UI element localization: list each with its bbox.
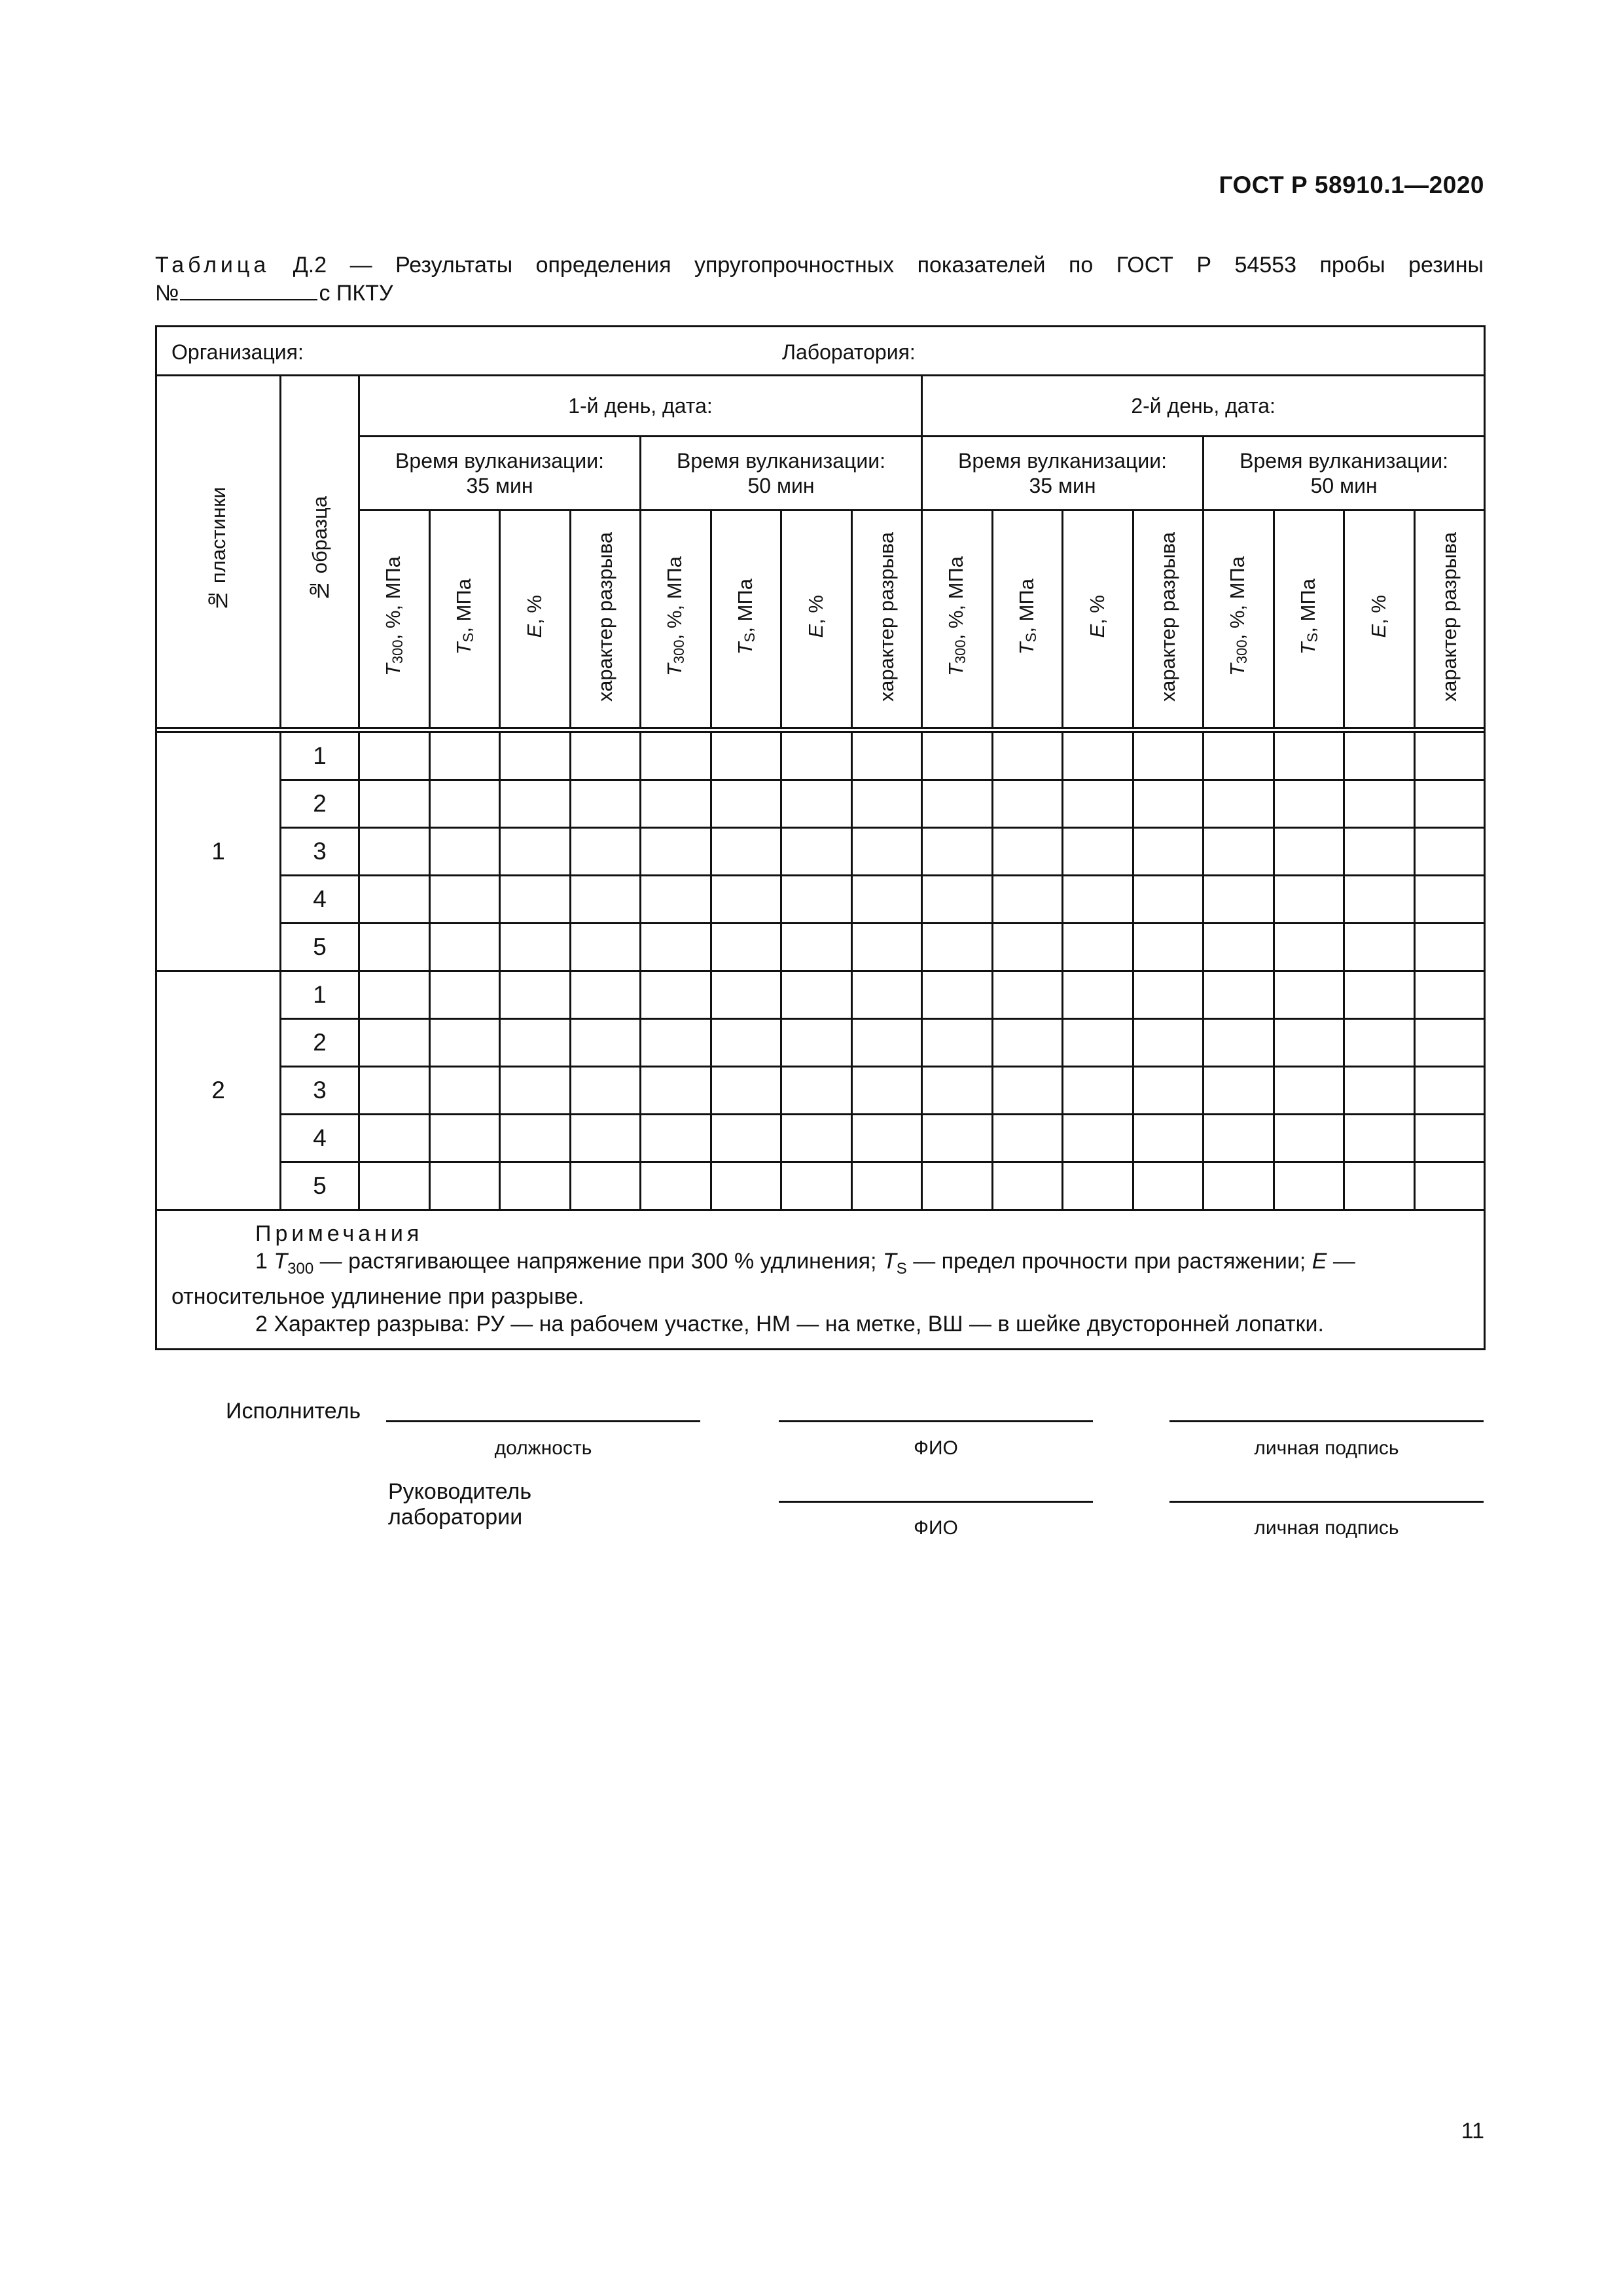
value-cell[interactable] — [359, 828, 430, 876]
value-cell[interactable] — [1414, 1162, 1485, 1210]
param-header-e: E, % — [781, 511, 852, 728]
param-header-e: E, % — [1344, 511, 1415, 728]
value-cell[interactable] — [1204, 1115, 1274, 1162]
value-cell[interactable] — [570, 1067, 641, 1115]
value-cell[interactable] — [711, 876, 781, 924]
value-cell[interactable] — [851, 780, 922, 828]
value-cell[interactable] — [359, 780, 430, 828]
value-cell[interactable] — [781, 876, 852, 924]
value-cell[interactable] — [922, 1067, 993, 1115]
value-cell[interactable] — [1274, 780, 1344, 828]
sample-number-cell: 2 — [281, 1019, 359, 1067]
value-cell[interactable] — [711, 732, 781, 780]
value-cell[interactable] — [922, 828, 993, 876]
sample-number-cell: 4 — [281, 876, 359, 924]
value-cell[interactable] — [1414, 732, 1485, 780]
table-row — [156, 876, 1485, 924]
value-cell[interactable] — [781, 1067, 852, 1115]
value-cell[interactable] — [429, 732, 500, 780]
value-cell[interactable] — [1344, 1115, 1415, 1162]
org-cell — [156, 327, 1485, 376]
value-cell[interactable] — [1133, 780, 1204, 828]
value-cell[interactable] — [641, 924, 711, 971]
value-cell[interactable] — [641, 828, 711, 876]
value-cell[interactable] — [1204, 828, 1274, 876]
table-row — [156, 732, 1485, 780]
value-cell[interactable] — [641, 971, 711, 1019]
value-cell[interactable] — [1344, 732, 1415, 780]
value-cell[interactable] — [992, 971, 1063, 1019]
value-cell[interactable] — [781, 828, 852, 876]
value-cell[interactable] — [359, 732, 430, 780]
value-cell[interactable] — [711, 1067, 781, 1115]
sample-number-cell: 1 — [281, 732, 359, 780]
value-cell[interactable] — [1204, 924, 1274, 971]
value-cell[interactable] — [429, 1019, 500, 1067]
param-header-rupture: характер разрыва — [570, 511, 641, 728]
table-row — [156, 971, 1485, 1019]
value-cell[interactable] — [1344, 971, 1415, 1019]
value-cell[interactable] — [781, 1115, 852, 1162]
value-cell[interactable] — [922, 971, 993, 1019]
param-header-ts: $T_S$, МПа — [992, 511, 1063, 728]
value-cell[interactable] — [922, 732, 993, 780]
value-cell[interactable] — [359, 924, 430, 971]
value-cell[interactable] — [1063, 1067, 1133, 1115]
value-cell[interactable] — [1063, 1019, 1133, 1067]
value-cell[interactable] — [1204, 876, 1274, 924]
value-cell[interactable] — [1063, 828, 1133, 876]
note-1-continued: относительное удлинение при разрыве. — [171, 1283, 584, 1309]
value-cell[interactable] — [922, 924, 993, 971]
value-cell[interactable] — [1274, 924, 1344, 971]
head-signature-caption: личная подпись — [1254, 1517, 1399, 1539]
data-body — [156, 732, 1485, 1210]
value-cell[interactable] — [570, 1019, 641, 1067]
value-cell[interactable] — [570, 876, 641, 924]
value-cell[interactable] — [1274, 876, 1344, 924]
value-cell[interactable] — [992, 732, 1063, 780]
value-cell[interactable] — [711, 1019, 781, 1067]
value-cell[interactable] — [1274, 1115, 1344, 1162]
value-cell[interactable] — [641, 780, 711, 828]
value-cell[interactable] — [781, 924, 852, 971]
value-cell[interactable] — [1414, 828, 1485, 876]
value-cell[interactable] — [359, 1162, 430, 1210]
day-1-header: 1-й день, дата: — [359, 376, 922, 437]
value-cell[interactable] — [359, 1019, 430, 1067]
value-cell[interactable] — [641, 1067, 711, 1115]
value-cell[interactable] — [1063, 924, 1133, 971]
value-cell[interactable] — [922, 780, 993, 828]
executor-label: Исполнитель — [226, 1399, 361, 1424]
value-cell[interactable] — [500, 780, 571, 828]
org-row — [156, 327, 1485, 376]
value-cell[interactable] — [992, 1115, 1063, 1162]
value-cell[interactable] — [781, 1019, 852, 1067]
param-header-e: E, % — [500, 511, 571, 728]
value-cell[interactable] — [1414, 924, 1485, 971]
value-cell[interactable] — [992, 1019, 1063, 1067]
value-cell[interactable] — [500, 1115, 571, 1162]
param-header-t300: $T_{300}$, %, МПа — [641, 511, 711, 728]
value-cell[interactable] — [500, 1067, 571, 1115]
value-cell[interactable] — [992, 1067, 1063, 1115]
head-signature-line[interactable] — [1169, 1501, 1484, 1503]
table-row — [156, 1067, 1485, 1115]
value-cell[interactable] — [1204, 780, 1274, 828]
value-cell[interactable] — [1063, 1162, 1133, 1210]
sample-number-cell: 3 — [281, 1067, 359, 1115]
param-header-t300: $T_{300}$, %, МПа — [359, 511, 430, 728]
value-cell[interactable] — [1274, 828, 1344, 876]
org-label: Организация: — [171, 340, 304, 364]
head-name-caption: ФИО — [914, 1517, 958, 1539]
notes-title: Примечания — [255, 1221, 423, 1246]
param-header-ts: $T_S$, МПа — [429, 511, 500, 728]
table-caption — [155, 251, 1484, 279]
value-cell[interactable] — [1414, 780, 1485, 828]
value-cell[interactable] — [359, 1067, 430, 1115]
value-cell[interactable] — [851, 1067, 922, 1115]
value-cell[interactable] — [992, 1162, 1063, 1210]
value-cell[interactable] — [500, 1162, 571, 1210]
plate-number-header — [156, 376, 281, 728]
value-cell[interactable] — [359, 1115, 430, 1162]
value-cell[interactable] — [1344, 828, 1415, 876]
table-row — [156, 924, 1485, 971]
plate-number-cell: 1 — [156, 732, 281, 971]
value-cell[interactable] — [851, 1162, 922, 1210]
value-cell[interactable] — [851, 971, 922, 1019]
value-cell[interactable] — [429, 1115, 500, 1162]
value-cell[interactable] — [1204, 1067, 1274, 1115]
value-cell[interactable] — [1063, 780, 1133, 828]
value-cell[interactable] — [1274, 971, 1344, 1019]
value-cell[interactable] — [922, 1162, 993, 1210]
value-cell[interactable] — [851, 1115, 922, 1162]
value-cell[interactable] — [851, 924, 922, 971]
value-cell[interactable] — [1344, 1162, 1415, 1210]
value-cell[interactable] — [922, 1019, 993, 1067]
table-row — [156, 780, 1485, 828]
sample-number-cell: 1 — [281, 971, 359, 1019]
value-cell[interactable] — [1414, 1019, 1485, 1067]
table-row — [156, 1019, 1485, 1067]
value-cell[interactable] — [500, 924, 571, 971]
day-header-row — [156, 376, 1485, 437]
value-cell[interactable] — [429, 876, 500, 924]
value-cell[interactable] — [992, 828, 1063, 876]
document-code: ГОСТ Р 58910.1—2020 — [1219, 171, 1484, 198]
sample-number-cell: 3 — [281, 828, 359, 876]
value-cell[interactable] — [1063, 1115, 1133, 1162]
position-line[interactable] — [386, 1420, 700, 1422]
value-cell[interactable] — [1274, 732, 1344, 780]
sample-number-cell: 5 — [281, 1162, 359, 1210]
param-header-t300: $T_{300}$, %, МПа — [1204, 511, 1274, 728]
caption-prefix: Таблица — [155, 253, 270, 278]
value-cell[interactable] — [1274, 1067, 1344, 1115]
value-cell[interactable] — [711, 780, 781, 828]
lab-label: Лаборатория: — [782, 340, 916, 364]
param-header-e: E, % — [1063, 511, 1133, 728]
value-cell[interactable] — [429, 924, 500, 971]
param-header-t300: $T_{300}$, %, МПа — [922, 511, 993, 728]
value-cell[interactable] — [429, 780, 500, 828]
value-cell[interactable] — [1063, 732, 1133, 780]
value-cell[interactable] — [1133, 1019, 1204, 1067]
value-cell[interactable] — [1274, 1019, 1344, 1067]
value-cell[interactable] — [992, 924, 1063, 971]
value-cell[interactable] — [429, 971, 500, 1019]
results-table — [155, 325, 1486, 1350]
value-cell[interactable] — [570, 1162, 641, 1210]
value-cell[interactable] — [711, 1115, 781, 1162]
value-cell[interactable] — [570, 1115, 641, 1162]
value-cell[interactable] — [711, 924, 781, 971]
time-group-header: Время вулканизации: 50 мин — [1204, 437, 1485, 511]
value-cell[interactable] — [1414, 1115, 1485, 1162]
value-cell[interactable] — [570, 971, 641, 1019]
value-cell[interactable] — [781, 971, 852, 1019]
plate-number-header-text: № пластинки — [206, 486, 230, 612]
value-cell[interactable] — [1204, 732, 1274, 780]
value-cell[interactable] — [992, 780, 1063, 828]
value-cell[interactable] — [1414, 1067, 1485, 1115]
value-cell[interactable] — [500, 876, 571, 924]
value-cell[interactable] — [1344, 924, 1415, 971]
value-cell[interactable] — [429, 828, 500, 876]
value-cell[interactable] — [500, 732, 571, 780]
value-cell[interactable] — [851, 732, 922, 780]
value-cell[interactable] — [570, 828, 641, 876]
value-cell[interactable] — [781, 732, 852, 780]
value-cell[interactable] — [711, 828, 781, 876]
value-cell[interactable] — [359, 971, 430, 1019]
caption-line2 — [155, 279, 393, 308]
caption-suffix: с ПКТУ — [319, 281, 393, 306]
time-group-header: Время вулканизации: 35 мин — [359, 437, 641, 511]
value-cell[interactable] — [1133, 876, 1204, 924]
value-cell[interactable] — [922, 1115, 993, 1162]
value-cell[interactable] — [851, 1019, 922, 1067]
value-cell[interactable] — [1133, 971, 1204, 1019]
caption-number-sign: № — [155, 281, 179, 306]
value-cell[interactable] — [1204, 971, 1274, 1019]
value-cell[interactable] — [1133, 1067, 1204, 1115]
table-row — [156, 1162, 1485, 1210]
param-header-rupture: характер разрыва — [1414, 511, 1485, 728]
value-cell[interactable] — [992, 876, 1063, 924]
param-header-rupture: характер разрыва — [851, 511, 922, 728]
value-cell[interactable] — [1344, 1067, 1415, 1115]
param-header-ts: $T_S$, МПа — [711, 511, 781, 728]
sample-number-header — [281, 376, 359, 728]
value-cell[interactable] — [500, 1019, 571, 1067]
plate-number-cell: 2 — [156, 971, 281, 1210]
value-cell[interactable] — [711, 1162, 781, 1210]
value-cell[interactable] — [1063, 971, 1133, 1019]
signature-caption: личная подпись — [1254, 1437, 1399, 1459]
value-cell[interactable] — [922, 876, 993, 924]
sample-number-header-text: № образца — [308, 496, 331, 602]
value-cell[interactable] — [429, 1067, 500, 1115]
value-cell[interactable] — [851, 876, 922, 924]
signature-line[interactable] — [1169, 1420, 1484, 1422]
value-cell[interactable] — [570, 780, 641, 828]
value-cell[interactable] — [1133, 1115, 1204, 1162]
sample-number-blank[interactable] — [180, 279, 317, 300]
table-row — [156, 828, 1485, 876]
head-name-line[interactable] — [779, 1501, 1093, 1503]
notes-cell — [156, 1210, 1485, 1350]
table-row — [156, 1115, 1485, 1162]
name-caption: ФИО — [914, 1437, 958, 1459]
value-cell[interactable] — [711, 971, 781, 1019]
sample-number-cell: 4 — [281, 1115, 359, 1162]
value-cell[interactable] — [1133, 828, 1204, 876]
note-1: 1 $T_{300}$ — растягивающее напряжение при 300 % удлинения; $T_S$ — предел прочности при растяжении; E — — [255, 1249, 1355, 1278]
name-line[interactable] — [779, 1420, 1093, 1422]
value-cell[interactable] — [1274, 1162, 1344, 1210]
value-cell[interactable] — [641, 1115, 711, 1162]
value-cell[interactable] — [1204, 1019, 1274, 1067]
value-cell[interactable] — [641, 732, 711, 780]
value-cell[interactable] — [500, 828, 571, 876]
day-2-header: 2-й день, дата: — [922, 376, 1485, 437]
value-cell[interactable] — [851, 828, 922, 876]
value-cell[interactable] — [359, 876, 430, 924]
head-label: Руководитель лаборатории — [388, 1479, 532, 1530]
position-caption: должность — [494, 1437, 592, 1459]
value-cell[interactable] — [641, 876, 711, 924]
caption-text: Д.2 — Результаты определения упругопрочностных показателей по ГОСТ Р 54553 пробы резины — [270, 253, 1484, 278]
param-header-rupture: характер разрыва — [1133, 511, 1204, 728]
value-cell[interactable] — [1133, 1162, 1204, 1210]
value-cell[interactable] — [500, 971, 571, 1019]
value-cell[interactable] — [1133, 924, 1204, 971]
sample-number-cell: 5 — [281, 924, 359, 971]
value-cell[interactable] — [429, 1162, 500, 1210]
value-cell[interactable] — [641, 1019, 711, 1067]
note-2: 2 Характер разрыва: РУ — на рабочем участке, НМ — на метке, ВШ — в шейке двусторонней лопатки. — [255, 1311, 1324, 1336]
sample-number-cell: 2 — [281, 780, 359, 828]
value-cell[interactable] — [1414, 971, 1485, 1019]
time-group-header: Время вулканизации: 50 мин — [641, 437, 922, 511]
value-cell[interactable] — [1414, 876, 1485, 924]
value-cell[interactable] — [1344, 876, 1415, 924]
notes-row — [156, 1210, 1485, 1350]
value-cell[interactable] — [641, 1162, 711, 1210]
value-cell[interactable] — [1344, 780, 1415, 828]
page-number: 11 — [1461, 2119, 1484, 2144]
param-header-ts: $T_S$, МПа — [1274, 511, 1344, 728]
value-cell[interactable] — [1063, 876, 1133, 924]
value-cell[interactable] — [1133, 732, 1204, 780]
value-cell[interactable] — [1204, 1162, 1274, 1210]
value-cell[interactable] — [781, 1162, 852, 1210]
value-cell[interactable] — [570, 732, 641, 780]
time-group-header: Время вулканизации: 35 мин — [922, 437, 1204, 511]
value-cell[interactable] — [1344, 1019, 1415, 1067]
value-cell[interactable] — [570, 924, 641, 971]
value-cell[interactable] — [781, 780, 852, 828]
